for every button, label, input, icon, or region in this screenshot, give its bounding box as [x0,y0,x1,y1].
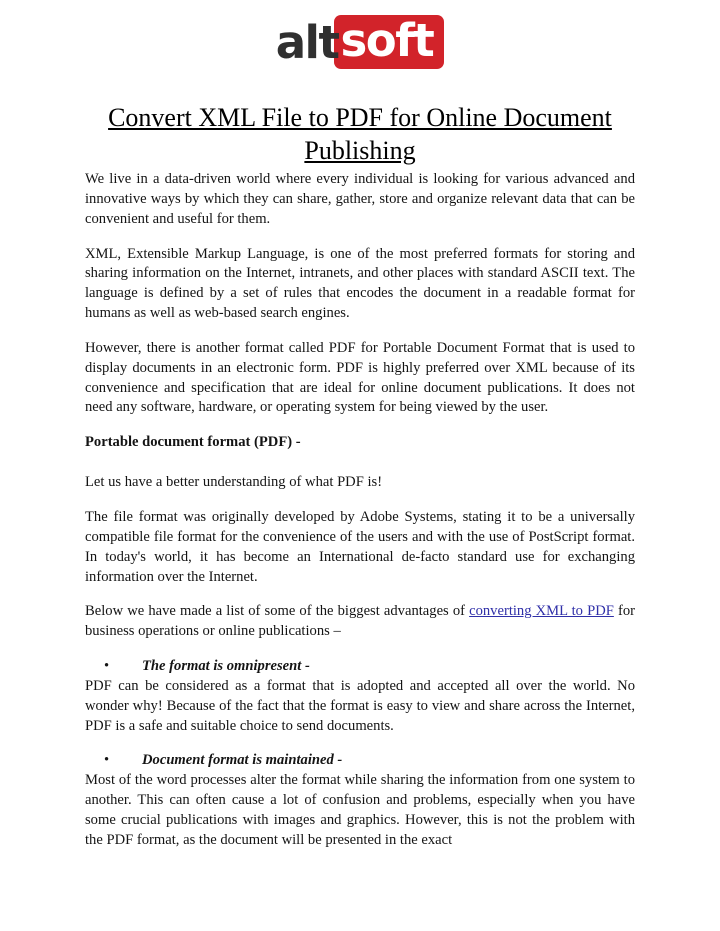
list-item-heading-text: Document format is maintained - [142,752,343,769]
paragraph-xml: XML, Extensible Markup Language, is one of the most preferred formats for storing and sharing information on the Internet, intranets, and other places with standard ASCII text. The language is defined by a set of rules that encodes the document in a readable format for humans as well as web-based search engines. [85,245,635,322]
paragraph-understanding: Let us have a better understanding of what PDF is! [85,474,383,491]
list-item-body-omnipresent: PDF can be considered as a format that is adopted and accepted all over the world. No wonder why! Because of the fact that the format is easy to view and share across the Internet, PDF is a safe and suitable choice to send documents. [85,677,635,734]
page-title-line-1: Convert XML File to PDF for Online Document [108,103,612,133]
bullet-dot-icon: • [104,658,110,675]
logo-lockup [276,16,445,68]
list-item-heading-format-maintained [85,751,635,771]
logo-badge-soft: soft [334,15,445,69]
list-item-heading-omnipresent [85,657,635,677]
paragraph-fileformat: The file format was originally developed by Adobe Systems, stating it to be a universally compatible file format for the convenience of the users and with the use of PostScript format. In today's world, it has become an International de-facto standard use for exchanging information over the Internet. [85,508,635,585]
paragraph-pdf: However, there is another format called PDF for Portable Document Format that is used to display documents in an electronic form. PDF is highly preferred over XML because of its convenience and specification that are ideal for online document publications. It does not need any software, hardware, or operating system for being viewed by the user. [85,339,635,416]
brand-logo [0,14,720,70]
paragraph-intro: We live in a data-driven world where every individual is looking for various advanced and innovative ways by which they can share, gather, store and organize relevant data that can be convenient and useful for them. [85,171,635,227]
list-item-heading-text: The format is omnipresent - [142,658,310,675]
page-title [84,101,636,167]
paragraph-advantages-lead [85,602,635,642]
article-body [85,170,635,866]
page-title-line-2: Publishing [304,136,416,166]
section-heading-pdf: Portable document format (PDF) - [85,434,301,451]
bullet-dot-icon: • [104,752,110,769]
lead-text-before-link: Below we have made a list of some of the biggest advantages of [85,603,470,620]
logo-text-alt: alt [275,15,339,69]
lead-text-after-link: for business operations or online publications – [85,603,635,640]
list-item-body-format-maintained: Most of the word processes alter the format while sharing the information from one system to another. This can often cause a lot of confusion and problems, especially when you have some crucial publications with images and graphics. However, this is not the problem with the PDF format, as the document will be presented in the exact [85,772,635,848]
converting-xml-to-pdf-link[interactable]: converting XML to PDF [469,603,614,620]
